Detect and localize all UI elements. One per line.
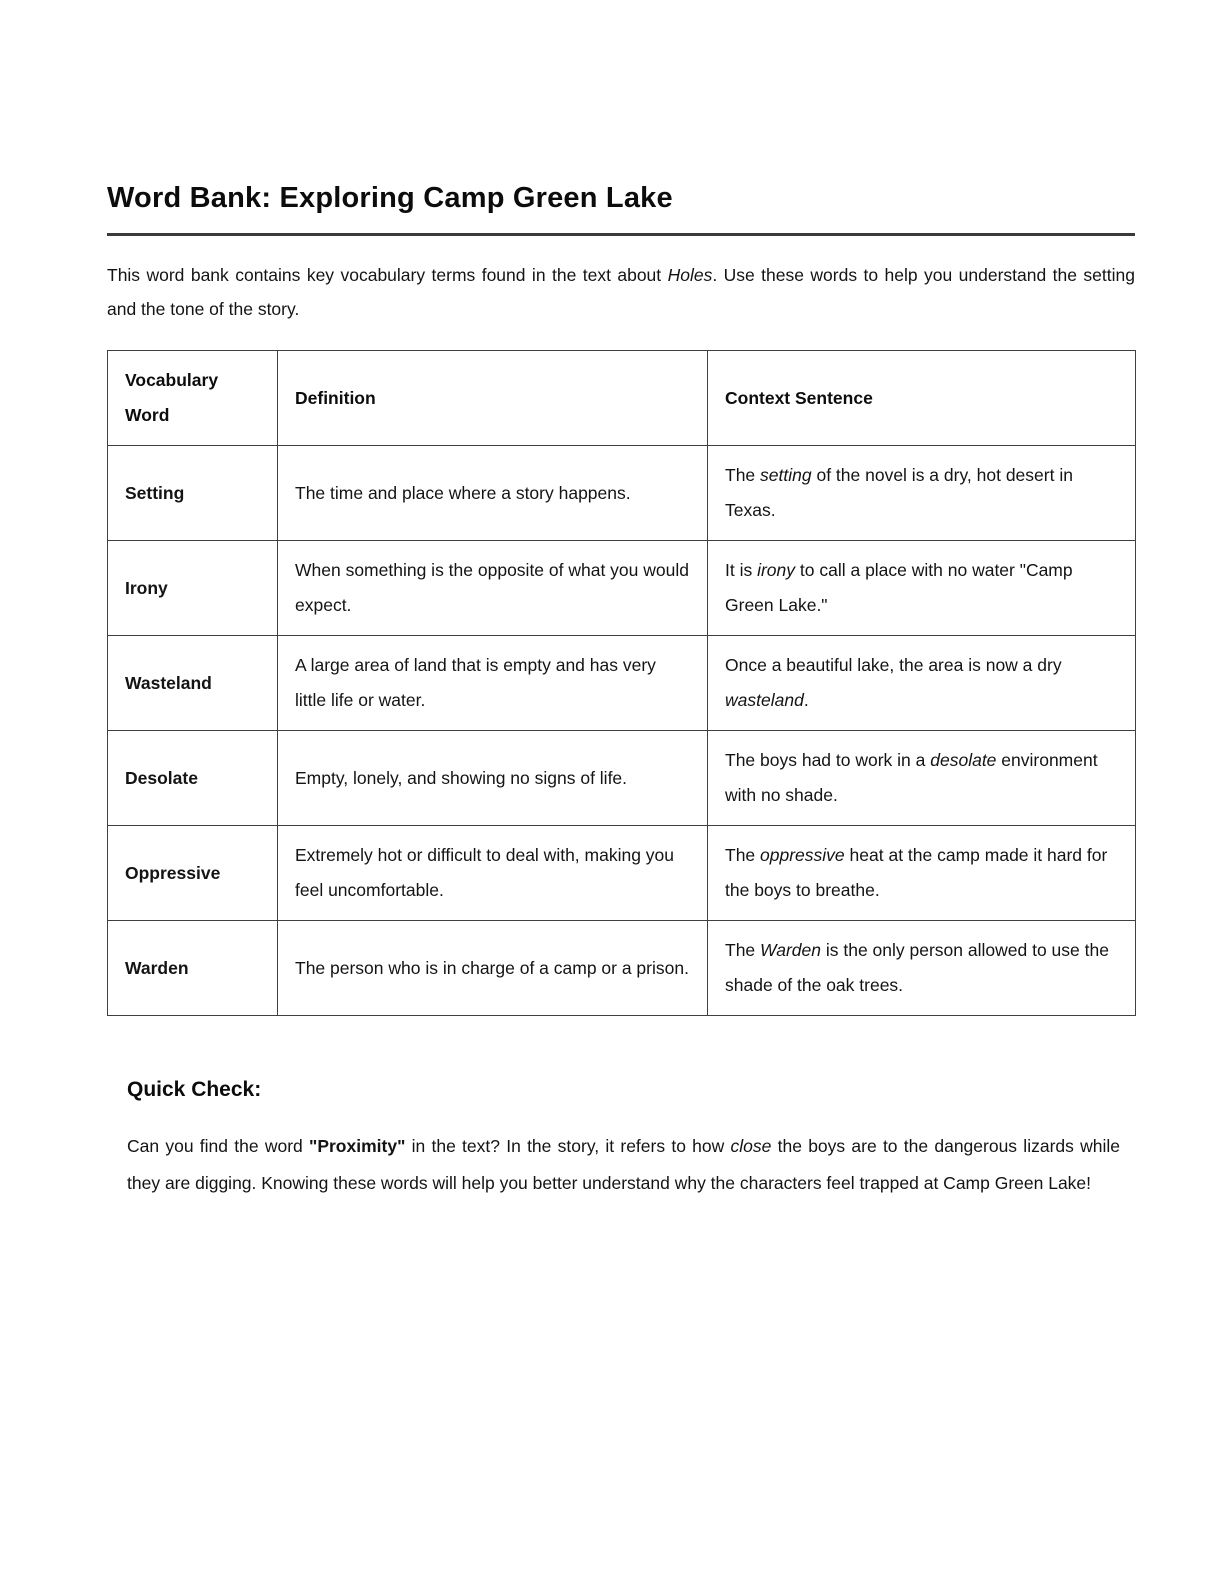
definition-oppressive: Extremely hot or difficult to deal with, making you feel uncomfortable. bbox=[278, 826, 708, 921]
context-text: heat at the camp made it hard for the boys to breathe. bbox=[725, 845, 1108, 900]
word-desolate: Desolate bbox=[108, 731, 278, 826]
table-row-wasteland bbox=[108, 636, 1136, 731]
qc-bold-proximity: "Proximity" bbox=[309, 1136, 406, 1156]
word-irony: Irony bbox=[108, 541, 278, 636]
context-text: Once a beautiful lake, the area is now a dry bbox=[725, 655, 1062, 675]
context-oppressive bbox=[708, 826, 1136, 921]
definition-warden: The person who is in charge of a camp or a prison. bbox=[278, 921, 708, 1016]
context-text: . bbox=[803, 690, 809, 710]
context-italic-word: irony bbox=[757, 560, 796, 580]
table-row-oppressive bbox=[108, 826, 1136, 921]
qc-text-before: Can you find the word bbox=[127, 1136, 310, 1156]
word-wasteland: Wasteland bbox=[108, 636, 278, 731]
context-italic-word: desolate bbox=[930, 750, 997, 770]
context-italic-word: wasteland bbox=[725, 690, 804, 710]
page-title: Word Bank: Exploring Camp Green Lake bbox=[107, 182, 673, 214]
context-text: The bbox=[725, 845, 761, 865]
context-desolate bbox=[708, 731, 1136, 826]
word-oppressive: Oppressive bbox=[108, 826, 278, 921]
quick-check-section bbox=[127, 1076, 1120, 1202]
context-text: is the only person allowed to use the shade of the oak trees. bbox=[725, 940, 1109, 995]
table-row-desolate bbox=[108, 731, 1136, 826]
context-irony bbox=[708, 541, 1136, 636]
table-row-warden bbox=[108, 921, 1136, 1016]
context-text: The boys had to work in a bbox=[725, 750, 931, 770]
context-text: The bbox=[725, 940, 761, 960]
header-definition: Definition bbox=[278, 351, 708, 446]
qc-text-mid: in the text? In the story, it refers to how bbox=[405, 1136, 731, 1156]
context-italic-word: oppressive bbox=[760, 845, 845, 865]
word-warden: Warden bbox=[108, 921, 278, 1016]
qc-text-after: the boys are to the dangerous lizards while they are digging. Knowing these words will help you better understand why the characters feel trapped at Camp Green Lake! bbox=[127, 1136, 1120, 1193]
vocabulary-table bbox=[107, 350, 1136, 1016]
definition-irony: When something is the opposite of what you would expect. bbox=[278, 541, 708, 636]
header-vocabulary-word: Vocabulary Word bbox=[108, 351, 278, 446]
context-text: to call a place with no water "Camp Green Lake." bbox=[725, 560, 1073, 615]
definition-setting: The time and place where a story happens. bbox=[278, 446, 708, 541]
context-setting bbox=[708, 446, 1136, 541]
context-text: of the novel is a dry, hot desert in Texas. bbox=[725, 465, 1073, 520]
context-italic-word: setting bbox=[760, 465, 812, 485]
intro-paragraph bbox=[107, 258, 1135, 326]
context-text: The bbox=[725, 465, 761, 485]
quick-check-paragraph bbox=[127, 1128, 1120, 1202]
quick-check-heading: Quick Check: bbox=[127, 1078, 262, 1101]
table-row-irony bbox=[108, 541, 1136, 636]
context-italic-word: Warden bbox=[760, 940, 821, 960]
definition-wasteland: A large area of land that is empty and has very little life or water. bbox=[278, 636, 708, 731]
word-setting: Setting bbox=[108, 446, 278, 541]
intro-text-before: This word bank contains key vocabulary terms found in the text about bbox=[107, 265, 668, 285]
header-context-sentence: Context Sentence bbox=[708, 351, 1136, 446]
intro-italic-holes: Holes bbox=[667, 265, 713, 285]
qc-italic-close: close bbox=[730, 1136, 772, 1156]
intro-text-after: . Use these words to help you understand the setting and the tone of the story. bbox=[107, 265, 1135, 319]
context-warden bbox=[708, 921, 1136, 1016]
context-text: It is bbox=[725, 560, 758, 580]
table-header-row bbox=[108, 351, 1136, 446]
definition-desolate: Empty, lonely, and showing no signs of life. bbox=[278, 731, 708, 826]
context-text: environment with no shade. bbox=[725, 750, 1098, 805]
title-divider bbox=[107, 233, 1135, 236]
context-wasteland bbox=[708, 636, 1136, 731]
table-row-setting bbox=[108, 446, 1136, 541]
